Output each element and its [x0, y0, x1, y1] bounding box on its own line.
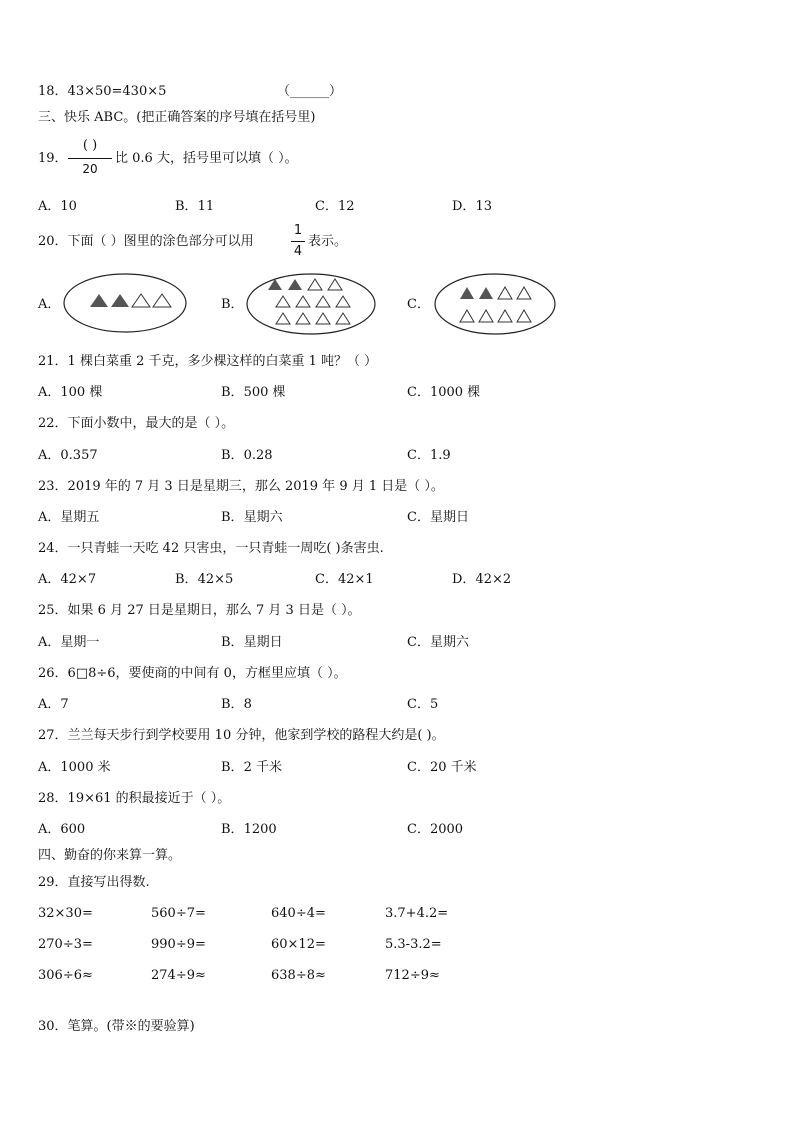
q30-line	[38, 1019, 195, 1035]
q22-number: 22．	[38, 416, 68, 431]
q18-number: 18．	[38, 84, 68, 99]
q19-fraction-numerator[interactable]: ( )	[82, 138, 98, 153]
q21-option-a[interactable]: A．100 棵	[38, 385, 103, 400]
triangle	[276, 296, 290, 307]
q21-line	[38, 354, 377, 370]
q20-option-c-label[interactable]: C．	[407, 297, 430, 312]
q25-option-c[interactable]: C．星期六	[407, 635, 469, 650]
q28-text: 19×61 的积最接近于（ ）。	[67, 791, 231, 806]
q22-line	[38, 416, 234, 432]
q20-figure-a[interactable]	[62, 272, 188, 334]
q24-option-a[interactable]: A．42×7	[38, 572, 97, 587]
q21-option-c[interactable]: C．1000 棵	[407, 385, 481, 400]
triangle	[517, 310, 531, 322]
triangle	[153, 294, 171, 307]
q20-figure-c[interactable]	[433, 272, 557, 336]
q20-line	[38, 234, 254, 250]
q28-option-a[interactable]: A．600	[38, 822, 86, 837]
q18-answer-blank[interactable]: （______）	[277, 84, 343, 99]
q27-text: 兰兰每天步行到学校要用 10 分钟，他家到学校的路程大约是( )。	[67, 728, 445, 743]
triangle	[276, 313, 290, 324]
q20-option-a-label[interactable]: A．	[38, 297, 61, 312]
triangle	[517, 287, 531, 299]
q27-number: 27．	[38, 728, 68, 743]
section-4-title: 四、勤奋的你来算一算。	[38, 848, 182, 863]
q20-text-b: 表示。	[308, 234, 348, 249]
triangle	[316, 313, 330, 324]
q29-number: 29．	[38, 875, 68, 890]
q20-fraction-numerator: 1	[293, 223, 303, 238]
q20-number: 20．	[38, 234, 68, 249]
shaded-triangle	[479, 287, 493, 299]
q27-option-a[interactable]: A．1000 米	[38, 760, 111, 775]
q29-item[interactable]: 32×30=	[38, 906, 93, 921]
q23-text: 2019 年的 7 月 3 日是星期三，那么 2019 年 9 月 1 日是（ ）。	[67, 479, 444, 494]
q29-item[interactable]: 560÷7=	[151, 906, 206, 921]
q23-option-a[interactable]: A．星期五	[38, 510, 100, 525]
q30-text: 笔算。(带※的要验算)	[67, 1019, 195, 1034]
triangle	[296, 313, 310, 324]
q23-line	[38, 479, 444, 495]
q26-option-b[interactable]: B．8	[221, 697, 252, 712]
fraction-bar	[291, 241, 305, 242]
q24-line	[38, 541, 384, 557]
triangle	[316, 296, 330, 307]
q25-text: 如果 6 月 27 日是星期日，那么 7 月 3 日是（ ）。	[67, 603, 361, 618]
q19-text: 比 0.6 大，括号里可以填（ ）。	[115, 151, 298, 166]
q19-fraction-denominator: 20	[82, 162, 98, 176]
q24-number: 24．	[38, 541, 68, 556]
q20-text-a: 下面（ ）图里的涂色部分可以用	[67, 234, 254, 249]
shaded-triangle	[111, 294, 129, 307]
q29-item[interactable]: 712÷9≈	[385, 968, 440, 983]
q22-option-a[interactable]: A．0.357	[38, 448, 98, 463]
q28-option-b[interactable]: B．1200	[221, 822, 277, 837]
triangle	[498, 287, 512, 299]
q29-item[interactable]: 270÷3=	[38, 937, 93, 952]
q27-line	[38, 728, 445, 744]
q29-item[interactable]: 5.3-3.2=	[385, 937, 442, 952]
q23-option-c[interactable]: C．星期日	[407, 510, 469, 525]
q26-text: 6□8÷6，要使商的中间有 0，方框里应填（ ）。	[67, 666, 347, 681]
q25-option-b[interactable]: B．星期日	[221, 635, 283, 650]
q26-option-c[interactable]: C．5	[407, 697, 439, 712]
q29-item[interactable]: 274÷9≈	[151, 968, 206, 983]
triangle	[308, 279, 322, 290]
q23-number: 23．	[38, 479, 68, 494]
triangle	[296, 296, 310, 307]
q18-expression: 43×50=430×5	[67, 84, 167, 99]
q25-number: 25．	[38, 603, 68, 618]
q29-item[interactable]: 60×12=	[271, 937, 326, 952]
q24-text: 一只青蛙一天吃 42 只害虫，一只青蛙一周吃( )条害虫.	[67, 541, 384, 556]
q22-text: 下面小数中，最大的是（ ）。	[67, 416, 235, 431]
q19-option-c[interactable]: C．12	[315, 199, 355, 214]
q23-option-b[interactable]: B．星期六	[221, 510, 283, 525]
q29-item[interactable]: 640÷4=	[271, 906, 326, 921]
q28-number: 28．	[38, 791, 68, 806]
q19-option-d[interactable]: D．13	[452, 199, 492, 214]
q19-number: 19．	[38, 151, 68, 166]
q26-line	[38, 666, 347, 682]
q19-option-b[interactable]: B．11	[175, 199, 215, 214]
q24-option-c[interactable]: C．42×1	[315, 572, 374, 587]
shaded-triangle	[90, 294, 108, 307]
triangle	[336, 313, 350, 324]
triangle	[336, 296, 350, 307]
q21-number: 21．	[38, 354, 68, 369]
q28-line	[38, 791, 230, 807]
q29-text: 直接写出得数.	[67, 875, 150, 890]
q19-option-a[interactable]: A．10	[38, 199, 77, 214]
section-3-title: 三、快乐 ABC。(把正确答案的序号填在括号里)	[38, 110, 316, 125]
q29-item[interactable]: 3.7+4.2=	[385, 906, 449, 921]
q20-fraction-denominator: 4	[293, 244, 303, 259]
q18-line	[38, 84, 166, 100]
q20-fraction	[291, 224, 305, 262]
q27-option-b[interactable]: B．2 千米	[221, 760, 282, 775]
triangle	[132, 294, 150, 307]
q29-item[interactable]: 638÷8≈	[271, 968, 326, 983]
q29-item[interactable]: 306÷6≈	[38, 968, 93, 983]
q24-option-d[interactable]: D．42×2	[452, 572, 512, 587]
fraction-bar	[68, 158, 112, 159]
triangle	[498, 310, 512, 322]
q19-fraction	[68, 139, 112, 179]
shaded-triangle	[460, 287, 474, 299]
q26-option-a[interactable]: A．7	[38, 697, 69, 712]
triangle	[328, 279, 342, 290]
q25-line	[38, 603, 361, 619]
q27-option-c[interactable]: C．20 千米	[407, 760, 477, 775]
shaded-triangle	[288, 279, 302, 290]
q30-number: 30．	[38, 1019, 68, 1034]
q20-figure-b[interactable]	[245, 272, 377, 336]
q25-option-a[interactable]: A．星期一	[38, 635, 100, 650]
triangle	[460, 310, 474, 322]
q22-option-b[interactable]: B．0.28	[221, 448, 273, 463]
q21-option-b[interactable]: B．500 棵	[221, 385, 286, 400]
q29-item[interactable]: 990÷9=	[151, 937, 206, 952]
triangle	[479, 310, 493, 322]
q28-option-c[interactable]: C．2000	[407, 822, 464, 837]
q26-number: 26．	[38, 666, 68, 681]
q24-option-b[interactable]: B．42×5	[175, 572, 234, 587]
q20-option-b-label[interactable]: B．	[221, 297, 244, 312]
q29-line	[38, 875, 150, 891]
q22-option-c[interactable]: C．1.9	[407, 448, 451, 463]
q21-text: 1 棵白菜重 2 千克，多少棵这样的白菜重 1 吨？（ ）	[67, 354, 378, 369]
